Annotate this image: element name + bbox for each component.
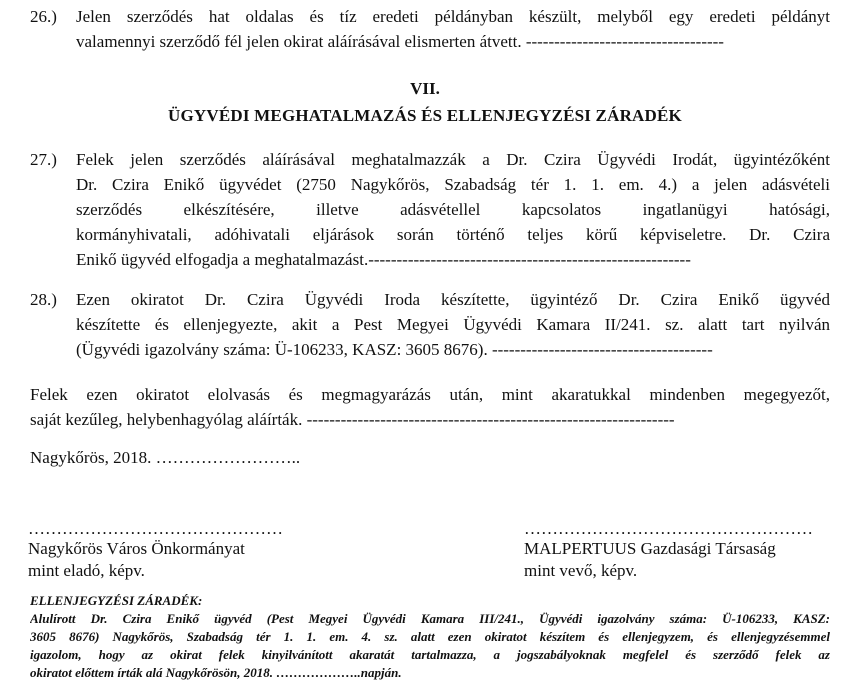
countersign-line: 3605 8676) Nagykőrös, Szabadság tér 1. 1. em. 4. sz. alatt ezen okiratot készítem és ellenjegyzem, és ellenjegyzésemmel (30, 629, 830, 644)
seller-name: Nagykőrös Város Önkormányat (28, 539, 245, 558)
chapter-title: ÜGYVÉDI MEGHATALMAZÁS ÉS ELLENJEGYZÉSI ZÁRADÉK (168, 106, 682, 125)
section-27-line: Enikő ügyvéd elfogadja a meghatalmazást.--------------------------------------------------------- (76, 250, 691, 269)
closing-line: Felek ezen okiratot elolvasás és megmagyarázás után, mint akaratukkal mindenben megegyezőt, (30, 385, 830, 404)
place-date: Nagykőrös, 2018. …………………….. (30, 448, 301, 467)
section-28 (30, 287, 830, 362)
seller-signature-line: ……………………………………… (28, 519, 283, 538)
countersign-line: igazolom, hogy az okirat felek kinyilvánított akaratát tartalmazza, a jogszabályoknak megfelel és szerződő felek az (30, 647, 830, 662)
section-28-line: (Ügyvédi igazolvány száma: Ü-106233, KASZ: 3605 8676). --------------------------------------- (76, 340, 713, 359)
section-number: 28.) (30, 290, 57, 309)
seller-role: mint eladó, képv. (28, 561, 145, 580)
chapter-numeral: VII. (410, 79, 440, 98)
buyer-signature-line: …………………………………………… (524, 519, 813, 538)
countersign-title: ELLENJEGYZÉSI ZÁRADÉK: (30, 593, 203, 608)
section-26-line: valamennyi szerződő fél jelen okirat aláírásával elismerten átvett. ----------------------------------- (76, 32, 724, 51)
closing-paragraph (30, 382, 830, 432)
section-28-line: készítette és ellenjegyezte, akit a Pest Megyei Ügyvédi Kamara II/241. sz. alatt tart nyilván (76, 315, 830, 334)
section-27-line: kormányhivatali, adóhivatali eljárások során történő teljes körű képviseletre. Dr. Czira (76, 225, 830, 244)
countersign-clause (30, 592, 830, 682)
section-27 (30, 147, 830, 272)
section-number: 27.) (30, 150, 57, 169)
countersign-line: Alulírott Dr. Czira Enikő ügyvéd (Pest Megyei Ügyvédi Kamara III/241., Ügyvédi igazolvány száma: Ü-106233, KASZ: (30, 611, 830, 626)
section-26-line: Jelen szerződés hat oldalas és tíz eredeti példányban készült, melyből egy eredeti példányt (76, 7, 830, 26)
section-27-line: Dr. Czira Enikő ügyvédet (2750 Nagykőrös, Szabadság tér 1. 1. em. 4.) a jelen adásvételi (76, 175, 830, 194)
section-26 (30, 4, 830, 54)
section-number: 26.) (30, 7, 57, 26)
section-27-line: szerződés elkészítésére, illetve adásvétellel kapcsolatos ingatlanügyi hatósági, (76, 200, 830, 219)
buyer-name: MALPERTUUS Gazdasági Társaság (524, 539, 776, 558)
countersign-line: okiratot előttem írták alá Nagykőrösön, 2018. ………………..napján. (30, 665, 402, 680)
section-28-line: Ezen okiratot Dr. Czira Ügyvédi Iroda készítette, ügyintéző Dr. Czira Enikő ügyvéd (76, 290, 830, 309)
section-27-line: Felek jelen szerződés aláírásával meghatalmazzák a Dr. Czira Ügyvédi Irodát, ügyintézőként (76, 150, 830, 169)
buyer-role: mint vevő, képv. (524, 561, 638, 580)
closing-line: saját kezűleg, helybenhagyólag aláírták. ----------------------------------------------------------------- (30, 410, 675, 429)
